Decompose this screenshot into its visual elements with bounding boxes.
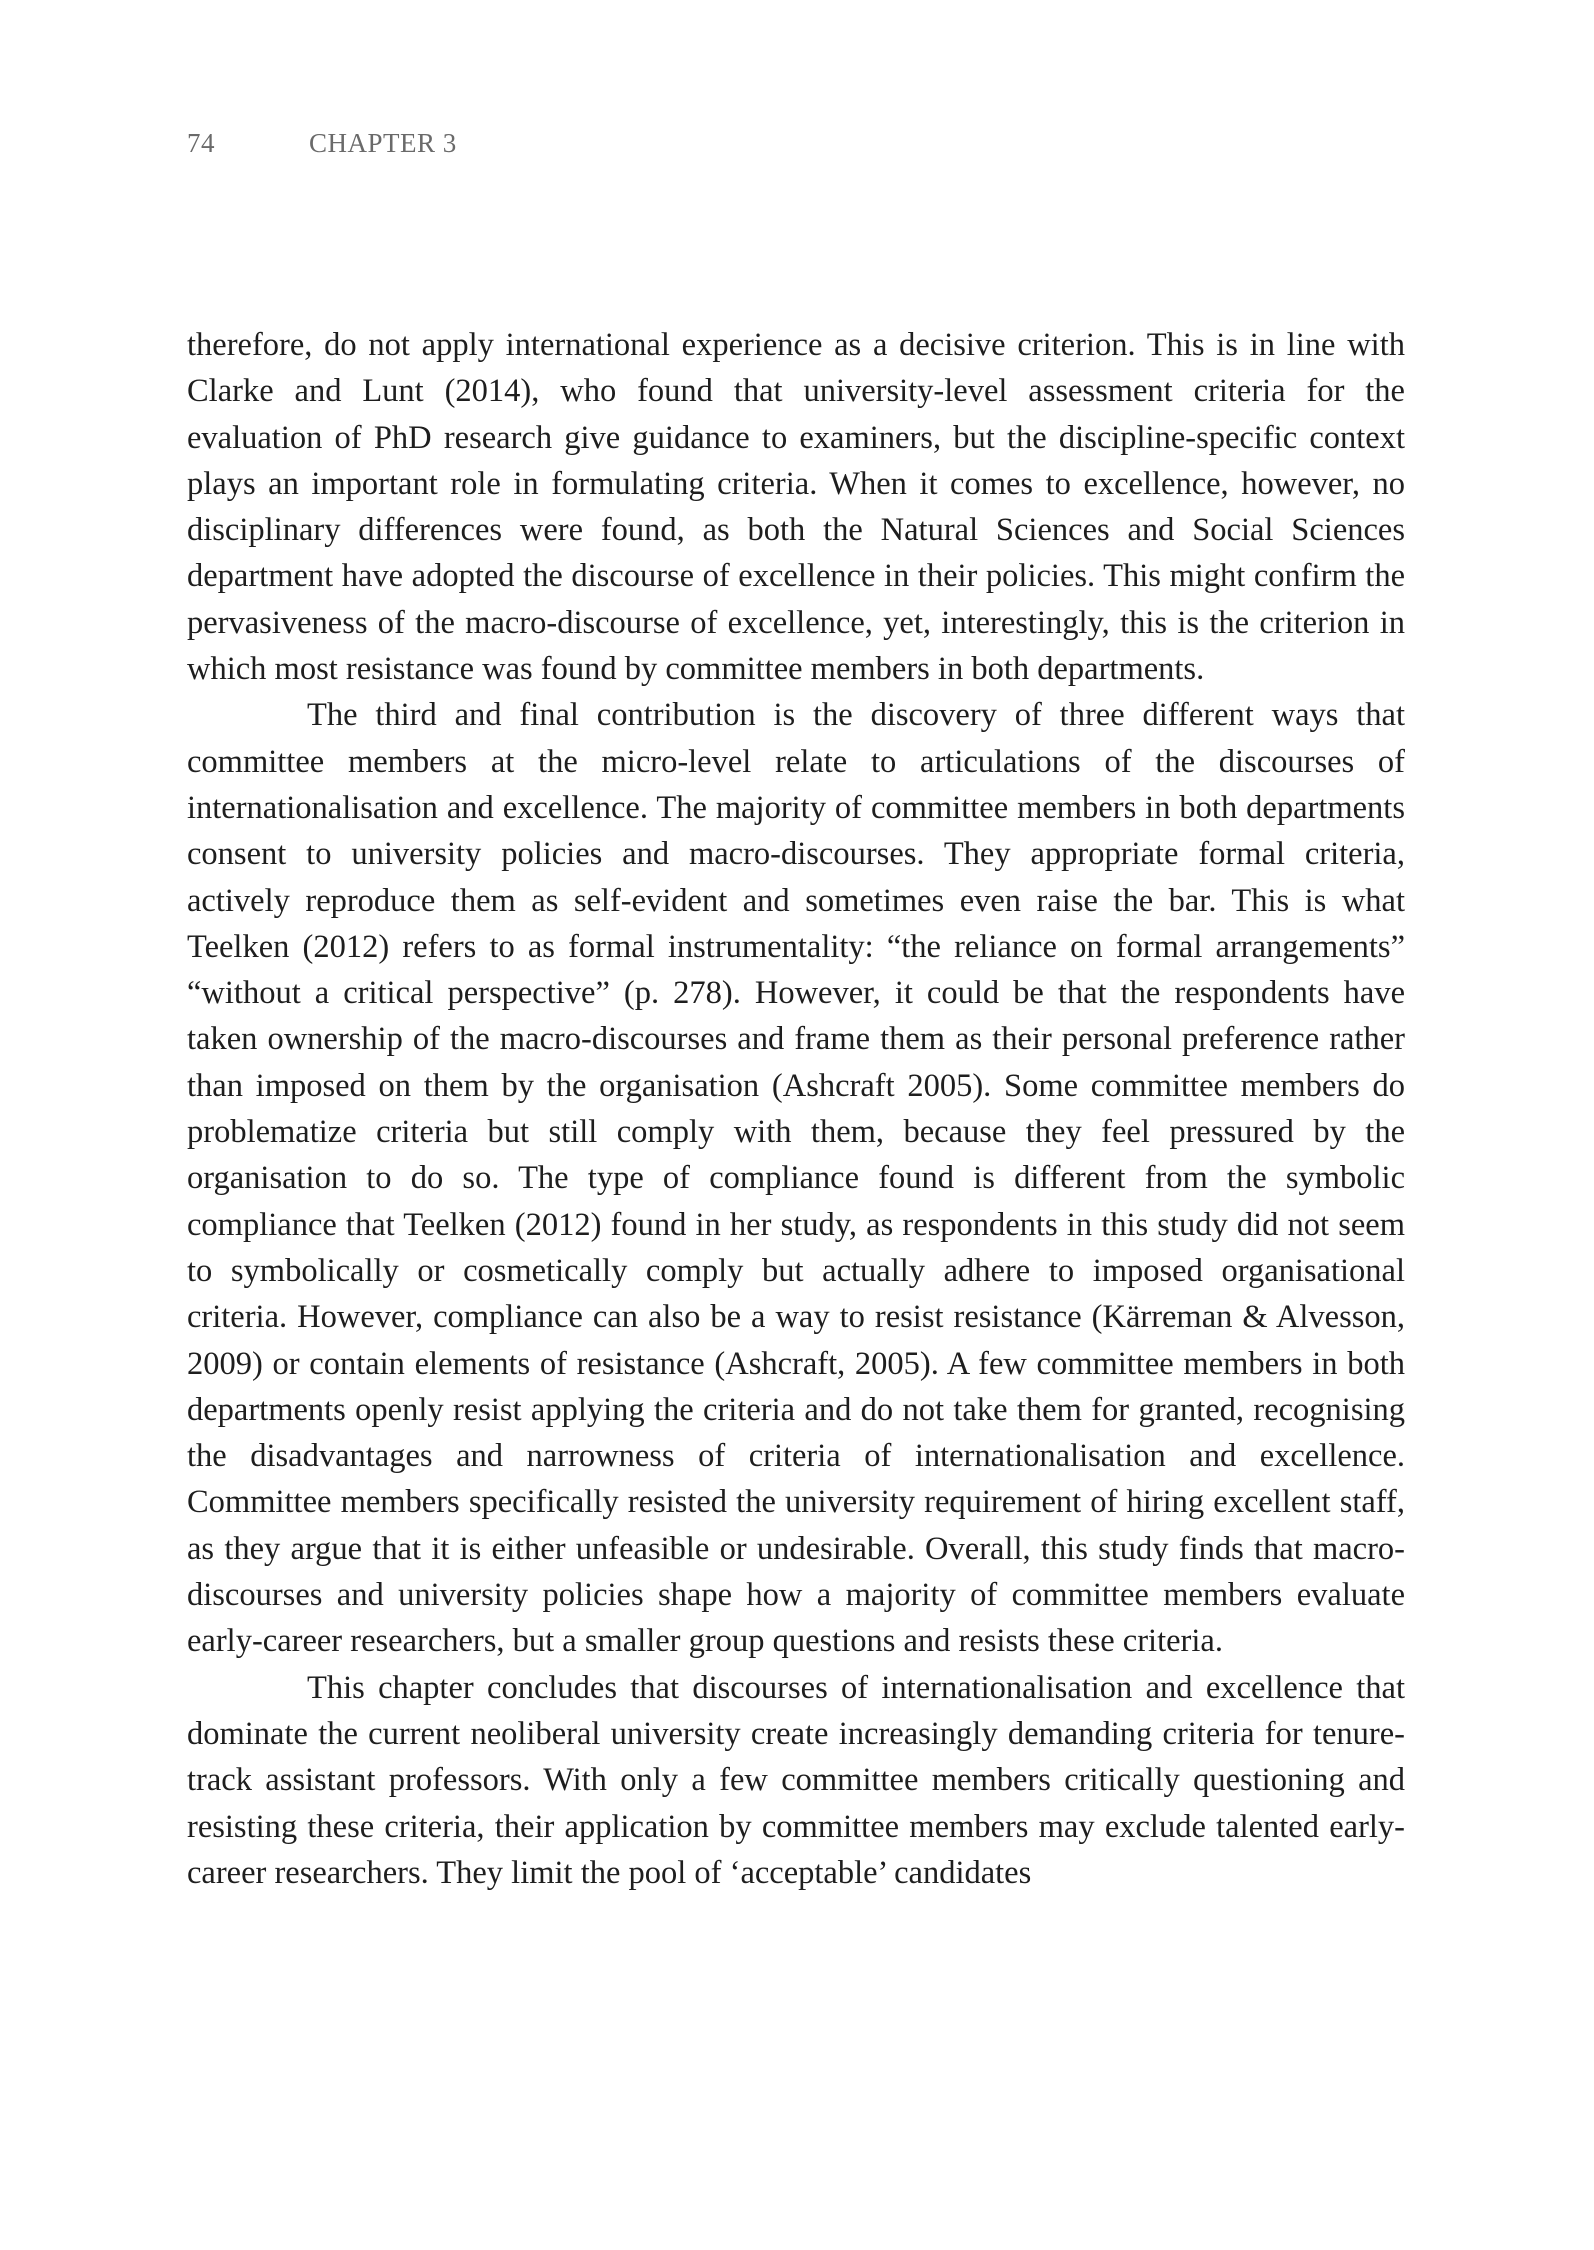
running-header <box>187 128 457 159</box>
paragraph-third-contribution: The third and final contribution is the discovery of three different ways that committee members at the micro-level relate to articulations of the discourses of internationalisation and excellence. The majority of committee members in both departments consent to university policies and macro-discourses. They appropriate formal criteria, actively reproduce them as self-evident and sometimes even raise the bar. This is what Teelken (2012) refers to as formal instrumentality: “the reliance on formal arrangements” “without a critical perspective” (p. 278). However, it could be that the respondents have taken ownership of the macro-discourses and frame them as their personal preference rather than imposed on them by the organisation (Ashcraft 2005). Some committee members do problematize criteria but still comply with them, because they feel pressured by the organisation to do so. The type of compliance found is different from the symbolic compliance that Teelken (2012) found in her study, as respondents in this study did not seem to symbolically or cosmetically comply but actually adhere to imposed organisational criteria. However, compliance can also be a way to resist resistance (Kärreman & Alvesson, 2009) or contain elements of resistance (Ashcraft, 2005). A few committee members in both departments openly resist applying the criteria and do not take them for granted, recognising the disadvantages and narrowness of criteria of internationalisation and excellence. Committee members specifically resisted the university requirement of hiring excellent staff, as they argue that it is either unfeasible or undesirable. Overall, this study finds that macro-discourses and university policies shape how a majority of committee members evaluate early-career researchers, but a smaller group questions and resists these criteria. <box>187 697 1405 1660</box>
page-number: 74 <box>187 128 215 158</box>
paragraph-conclusion: This chapter concludes that discourses of internationalisation and excellence that dominate the current neoliberal university create increasingly demanding criteria for tenure-track assistant professors. With only a few committee members critically questioning and resisting these criteria, their application by committee members may exclude talented early-career researchers. They limit the pool of ‘acceptable’ candidates <box>187 1669 1405 1891</box>
paragraph-continuation: therefore, do not apply international experience as a decisive criterion. This is in line with Clarke and Lunt (2014), who found that university-level assessment criteria for the evaluation of PhD research give guidance to examiners, but the discipline-specific context plays an important role in formulating criteria. When it comes to excellence, however, no disciplinary differences were found, as both the Natural Sciences and Social Sciences department have adopted the discourse of excellence in their policies. This might confirm the pervasiveness of the macro-discourse of excellence, yet, interestingly, this is the criterion in which most resistance was found by committee members in both departments. <box>187 327 1405 688</box>
body-text <box>187 322 1405 1896</box>
chapter-label: CHAPTER 3 <box>309 128 457 158</box>
